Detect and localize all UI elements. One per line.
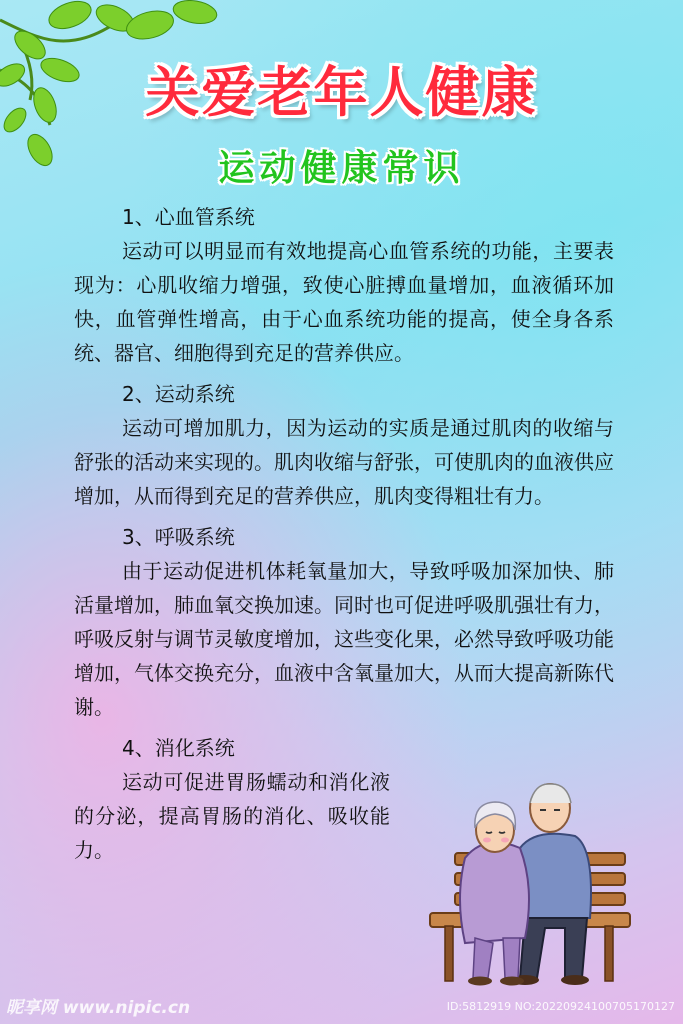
section-text: 运动可以明显而有效地提高心血管系统的功能，主要表现为：心肌收缩力增强，致使心脏搏血量增加，血液循环加快，血管弹性增高，由于心血系统功能的提高，使全身各系统、器官、细胞得到充足的营养供应。 xyxy=(74,239,614,365)
section-heading: 2、运动系统 xyxy=(122,382,235,406)
elderly-couple-on-bench-icon xyxy=(425,778,635,988)
section-cardiovascular xyxy=(74,200,614,370)
section-text: 运动可增加肌力，因为运动的实质是通过肌肉的收缩与舒张的活动来实现的。肌肉收缩与舒张，可使肌肉的血液供应增加，从而得到充足的营养供应，肌肉变得粗壮有力。 xyxy=(74,416,614,508)
poster-title: 关爱老年人健康 xyxy=(145,61,538,124)
watermark-id: ID:5812919 NO:20220924100705170127 xyxy=(446,1000,675,1013)
section-heading: 3、呼吸系统 xyxy=(122,525,235,549)
section-heading: 1、心血管系统 xyxy=(122,205,255,229)
section-text: 由于运动促进机体耗氧量加大，导致呼吸加深加快、肺活量增加，肺血氧交换加速。同时也可促进呼吸肌强壮有力，呼吸反射与调节灵敏度增加，这些变化果，必然导致呼吸功能增加，气体交换充分，血液中含氧量加大，从而大提高新陈代谢。 xyxy=(74,559,614,719)
section-text: 运动可促进胃肠蠕动和消化液的分泌，提高胃肠的消化、吸收能力。 xyxy=(74,770,390,862)
article-body xyxy=(74,200,614,874)
section-motor-system xyxy=(74,377,614,513)
section-respiratory xyxy=(74,520,614,724)
section-heading: 4、消化系统 xyxy=(122,736,235,760)
poster-subtitle: 运动健康常识 xyxy=(218,148,465,189)
watermark-site: 昵享网 www.nipic.cn xyxy=(6,998,191,1018)
